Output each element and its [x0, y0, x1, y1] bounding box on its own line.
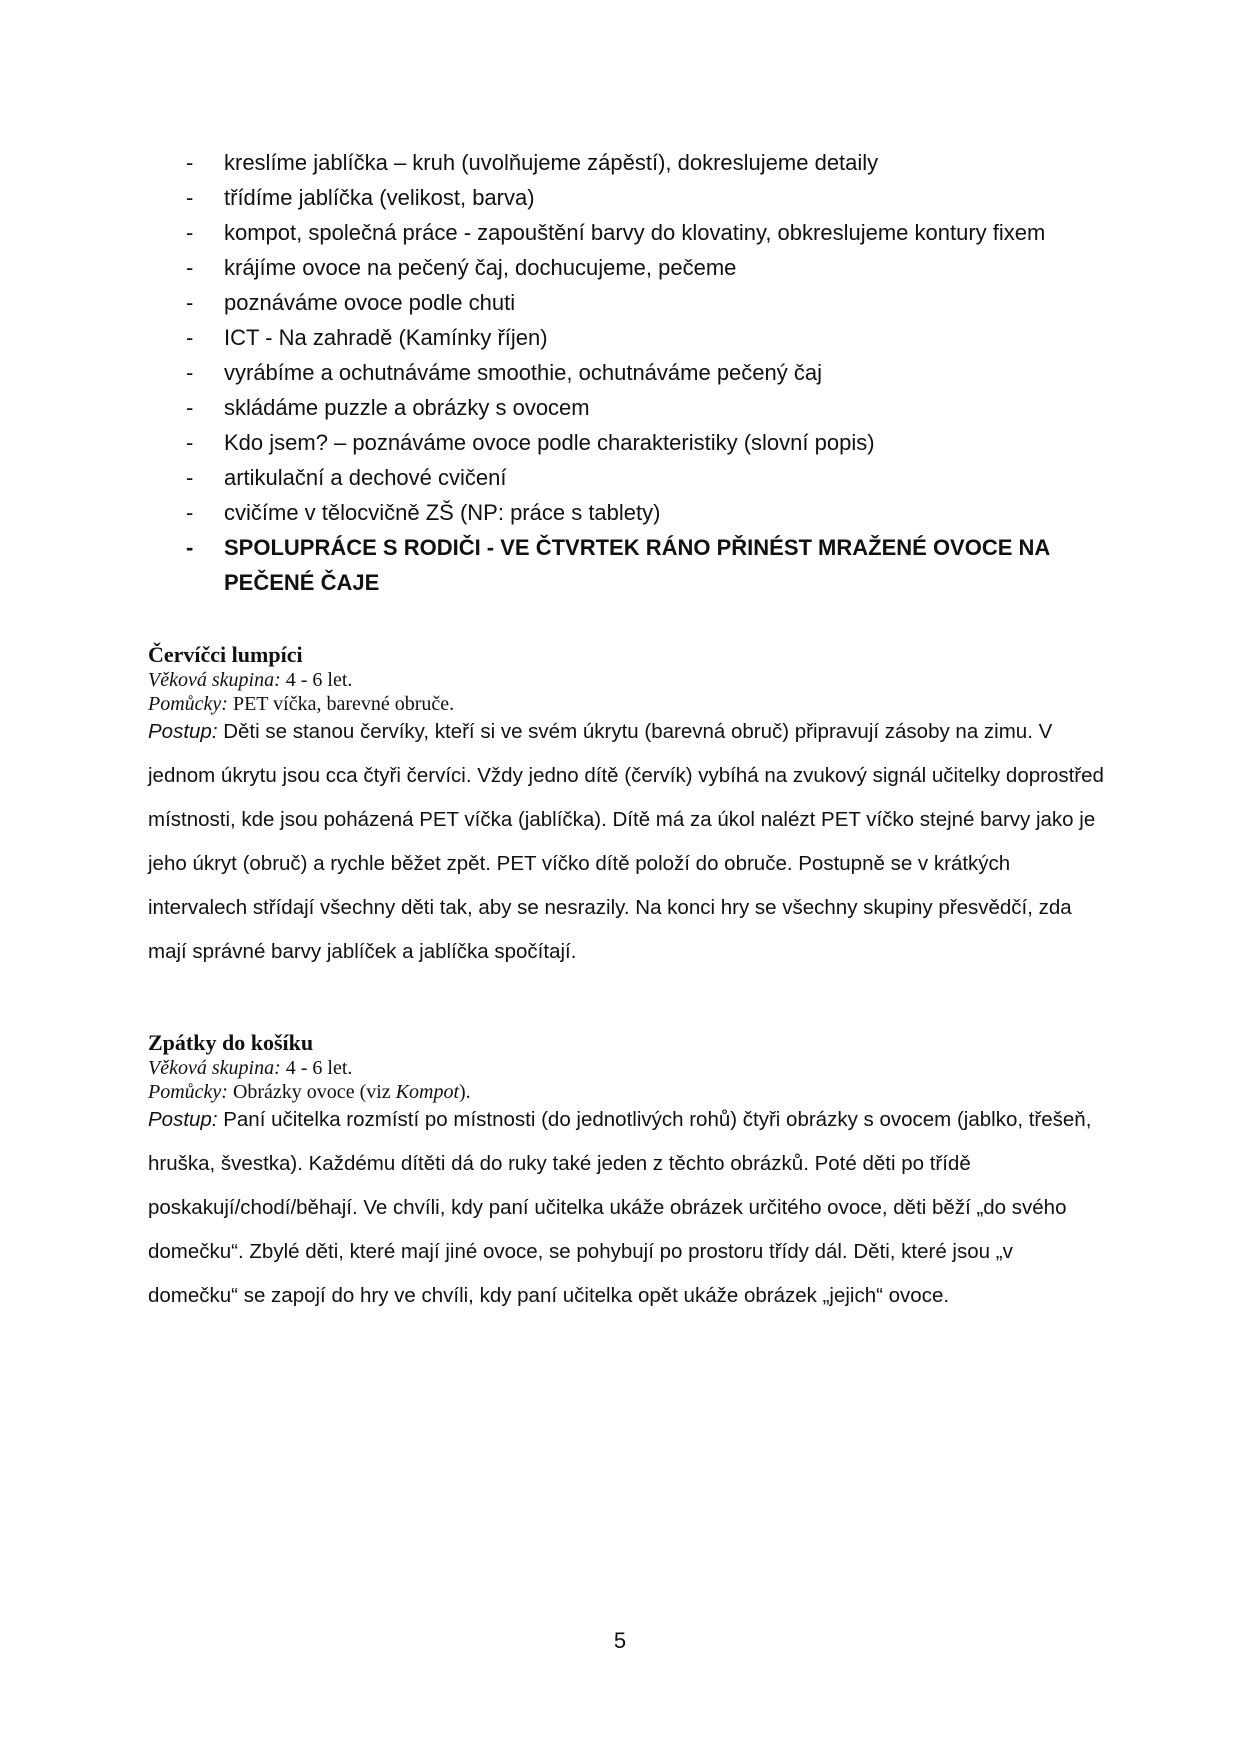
list-item: - skládáme puzzle a obrázky s ovocem — [186, 395, 590, 420]
tools-value: PET víčka, barevné obruče. — [227, 693, 455, 715]
age-group — [148, 668, 1108, 692]
list-item: - artikulační a dechové cvičení — [186, 465, 507, 490]
age-group — [148, 1056, 1108, 1080]
tools-value: Obrázky ovoce (viz — [227, 1081, 396, 1103]
game-title: Červíčci lumpíci — [148, 642, 303, 667]
list-item: - cvičíme v tělocvičně ZŠ (NP: práce s tablety) — [186, 500, 661, 525]
list-item: - krájíme ovoce na pečený čaj, dochucujeme, pečeme — [186, 255, 737, 280]
list-item: - kreslíme jablíčka – kruh (uvolňujeme zápěstí), dokreslujeme detaily — [186, 150, 879, 175]
list-item: - kompot, společná práce - zapouštění barvy do klovatiny, obkreslujeme kontury fixem — [186, 220, 1046, 245]
age-group-label: Věková skupina: — [148, 669, 281, 691]
age-group-label: Věková skupina: — [148, 1057, 281, 1079]
procedure — [148, 1098, 1108, 1318]
procedure — [148, 710, 1108, 974]
list-item: - třídíme jablíčka (velikost, barva) — [186, 185, 535, 210]
age-group-value: 4 - 6 let. — [280, 1057, 353, 1079]
game-cervicci-lumpici — [148, 642, 1108, 974]
age-group-value: 4 - 6 let. — [280, 669, 353, 691]
tools-label: Pomůcky: — [148, 1081, 228, 1103]
tools-value-end: ). — [459, 1081, 471, 1103]
list-item: - Kdo jsem? – poznáváme ovoce podle charakteristiky (slovní popis) — [186, 430, 875, 455]
procedure-text: Paní učitelka rozmístí po místnosti (do jednotlivých rohů) čtyři obrázky s ovocem (jablko, třešeň, hruška, švestka). Každému dítěti dá do ruky také jeden z těchto obrázků. Poté děti po třídě poskakují/chodí/běhají. Ve chvíli, kdy paní učitelka ukáže obrázek určitého ovoce, děti běží „do svého domečku“. Zbylé děti, které mají jiné ovoce, se pohybují po prostoru třídy dál. Děti, které jsou „v domečku“ se zapojí do hry ve chvíli, kdy paní učitelka opět ukáže obrázek „jejich“ ovoce. — [148, 1108, 1092, 1307]
list-item: - vyrábíme a ochutnáváme smoothie, ochutnáváme pečený čaj — [186, 360, 822, 385]
game-zpatky-do-kosiku — [148, 1030, 1108, 1318]
page-number: 5 — [613, 1628, 627, 1653]
game-title: Zpátky do košíku — [148, 1030, 314, 1055]
tools-label: Pomůcky: — [148, 693, 228, 715]
procedure-label: Postup: — [148, 720, 218, 743]
procedure-label: Postup: — [148, 1108, 218, 1131]
tools-reference: Kompot — [395, 1081, 460, 1103]
procedure-text: Děti se stanou červíky, kteří si ve svém úkrytu (barevná obruč) připravují zásoby na zimu. V jednom úkrytu jsou cca čtyři červíci. Vždy jedno dítě (červík) vybíhá na zvukový signál učitelky doprostřed místnosti, kde jsou poházená PET víčka (jablíčka). Dítě má za úkol nalézt PET víčko stejné barvy jako je jeho úkryt (obruč) a rychle běžet zpět. PET víčko dítě položí do obruče. Postupně se v krátkých intervalech střídají všechny děti tak, aby se nesrazily. Na konci hry se všechny skupiny přesvědčí, zda mají správné barvy jablíček a jablíčka spočítají. — [148, 720, 1104, 963]
list-item: - poznáváme ovoce podle chuti — [186, 290, 516, 315]
activity-list — [186, 145, 1106, 600]
list-item: - ICT - Na zahradě (Kamínky říjen) — [186, 325, 548, 350]
list-item-parents-cooperation: - SPOLUPRÁCE S RODIČI - VE ČTVRTEK RÁNO PŘINÉST MRAŽENÉ OVOCE NA PEČENÉ ČAJE — [186, 535, 1050, 595]
